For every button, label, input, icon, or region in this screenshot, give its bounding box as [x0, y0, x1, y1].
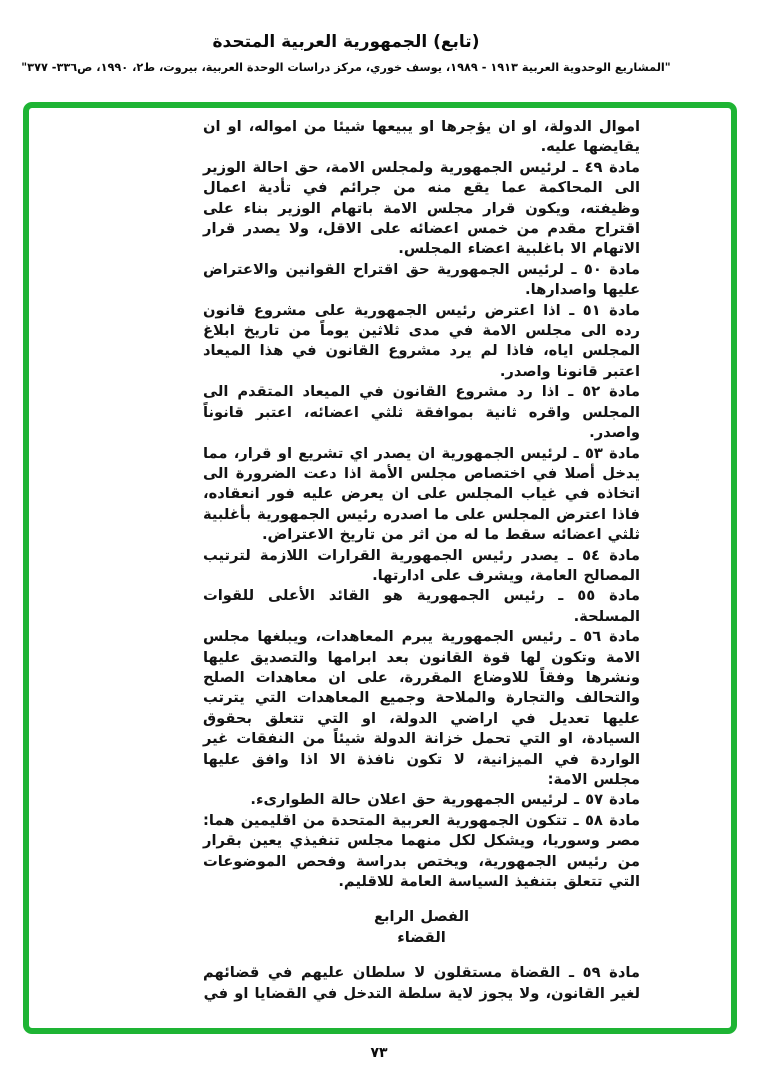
- article-text: رئيس الجمهورية هو القائد الأعلى للقوات المسلحة.: [203, 587, 640, 625]
- article-paragraph-49: [203, 158, 640, 260]
- article-label: مادة ٥٢ ـ: [568, 383, 640, 401]
- article-paragraph-57: [203, 790, 640, 810]
- source-citation: "المشاريع الوحدوية العربية ١٩١٣ - ١٩٨٩، يوسف خوري، مركز دراسات الوحدة العربية، بيروت، ط٢، ١٩٩٠، ص٣٣٦- ٣٧٧": [21, 61, 671, 74]
- page-title: (تابع) الجمهورية العربية المتحدة: [212, 32, 480, 52]
- article-label: مادة ٥٧ ـ: [573, 791, 640, 809]
- article-paragraph-58: [203, 811, 640, 893]
- article-label: مادة ٥٣ ـ: [573, 444, 640, 462]
- article-paragraph-50: [203, 260, 640, 301]
- article-text: رئيس الجمهورية يبرم المعاهدات، ويبلغها مجلس الامة وتكون لها قوة القانون بعد ابرامها والتصديق عليها ونشرها وفقاً للاوضاع المقررة، على ان معاهدات الصلح والتحالف والتجارة والملاحة وجميع المعاهدات التي يترتب عليها تعديل في اراضي الدولة، او التي تتعلق بحقوق السيادة، او التي تحمل خزانة الدولة شيئاً من النفقات غير الواردة في الميزانية، لا تكون نافذة الا اذا وافق عليها مجلس الامة:: [203, 628, 640, 788]
- continuation-paragraph: اموال الدولة، او ان يؤجرها او يبيعها شيئا من امواله، او ان يقايضها عليه.: [203, 118, 640, 156]
- page-footer: [0, 1042, 758, 1061]
- article-text: لرئيس الجمهورية ان يصدر اي تشريع او قرار، مما يدخل أصلا في اختصاص مجلس الأمة اذا دعت الضرورة الى اتخاذه في غياب المجلس على ان يعرض عليه فور انعقاده، فاذا اعترض المجلس على ما اصدره رئيس الجمهورية بأغلبية ثلثي اعضائه سقط ما له من اثر من تاريخ الاعتراض.: [203, 444, 640, 544]
- article-label: مادة ٥٠ ـ: [571, 260, 641, 278]
- article-text: لرئيس الجمهورية حق اعلان حالة الطوارىء.: [250, 791, 568, 809]
- article-text: اذا اعترض رئيس الجمهورية على مشروع قانون رده الى مجلس الامة في مدى ثلاثين يوماً من تاريخ ابلاغ المجلس اياه، فاذا لم يرد مشروع القانون في هذا الميعاد اعتبر قانونا واصدر.: [203, 301, 640, 380]
- article-text: القضاة مستقلون لا سلطان عليهم في قضائهم لغير القانون، ولا يجوز لاية سلطة التدخل في القضايا او في: [203, 964, 640, 1002]
- article-label: مادة ٥١ ـ: [569, 301, 640, 319]
- article-label: مادة ٥٩ ـ: [569, 964, 640, 982]
- article-label: مادة ٥٤ ـ: [567, 546, 641, 564]
- article-text: لرئيس الجمهورية حق اقتراح القوانين والاعتراض عليها واصدارها.: [203, 260, 640, 299]
- page-number: ٧٣: [370, 1045, 388, 1061]
- article-paragraph-52: [203, 382, 640, 443]
- article-paragraph-53: [203, 444, 640, 546]
- document-header: [0, 32, 692, 74]
- article-text: تتكون الجمهورية العربية المتحدة من اقليمين هما: مصر وسوريا، ويشكل لكل منهما مجلس تنفيذي يعين بقرار من رئيس الجمهورية، ويختص بدراسة وفحص الموضوعات التي تتعلق بتنفيذ السياسة العامة للاقليم.: [203, 811, 640, 891]
- green-border-frame: [23, 102, 737, 1034]
- article-paragraph-54: [203, 546, 640, 587]
- article-label: مادة ٥٨ ـ: [573, 811, 641, 829]
- chapter-heading: [203, 906, 640, 948]
- article-label: مادة ٥٦ ـ: [570, 628, 640, 646]
- article-paragraph-56: [203, 627, 640, 790]
- article-text: اذا رد مشروع القانون في الميعاد المتقدم الى المجلس واقره ثانية بموافقة ثلثي اعضائه، اعتبر قانوناً واصدر.: [203, 383, 640, 442]
- body-text-column: [203, 117, 640, 1004]
- article-text: يصدر رئيس الجمهورية القرارات اللازمة لترتيب المصالح العامة، ويشرف على ادارتها.: [203, 546, 640, 584]
- article-paragraph-55: [203, 586, 640, 627]
- article-text: لرئيس الجمهورية ولمجلس الامة، حق احالة الوزير الى المحاكمة عما يقع منه من جرائم في تأدية اعمال وظيفته، ويكون قرار مجلس الامة باتهام الوزير بناء على اقتراح مقدم من خمس اعضائه على الاقل، ولا يصدر قرار الاتهام الا باغلبية اعضاء المجلس.: [203, 158, 640, 258]
- article-paragraph-51: [203, 301, 640, 383]
- chapter-subtitle: القضاء: [397, 929, 446, 947]
- chapter-title: الفصل الرابع: [373, 908, 470, 926]
- article-label: مادة ٥٥ ـ: [558, 587, 640, 605]
- article-label: مادة ٤٩ ـ: [572, 158, 641, 176]
- article-paragraph-59: [203, 963, 640, 1004]
